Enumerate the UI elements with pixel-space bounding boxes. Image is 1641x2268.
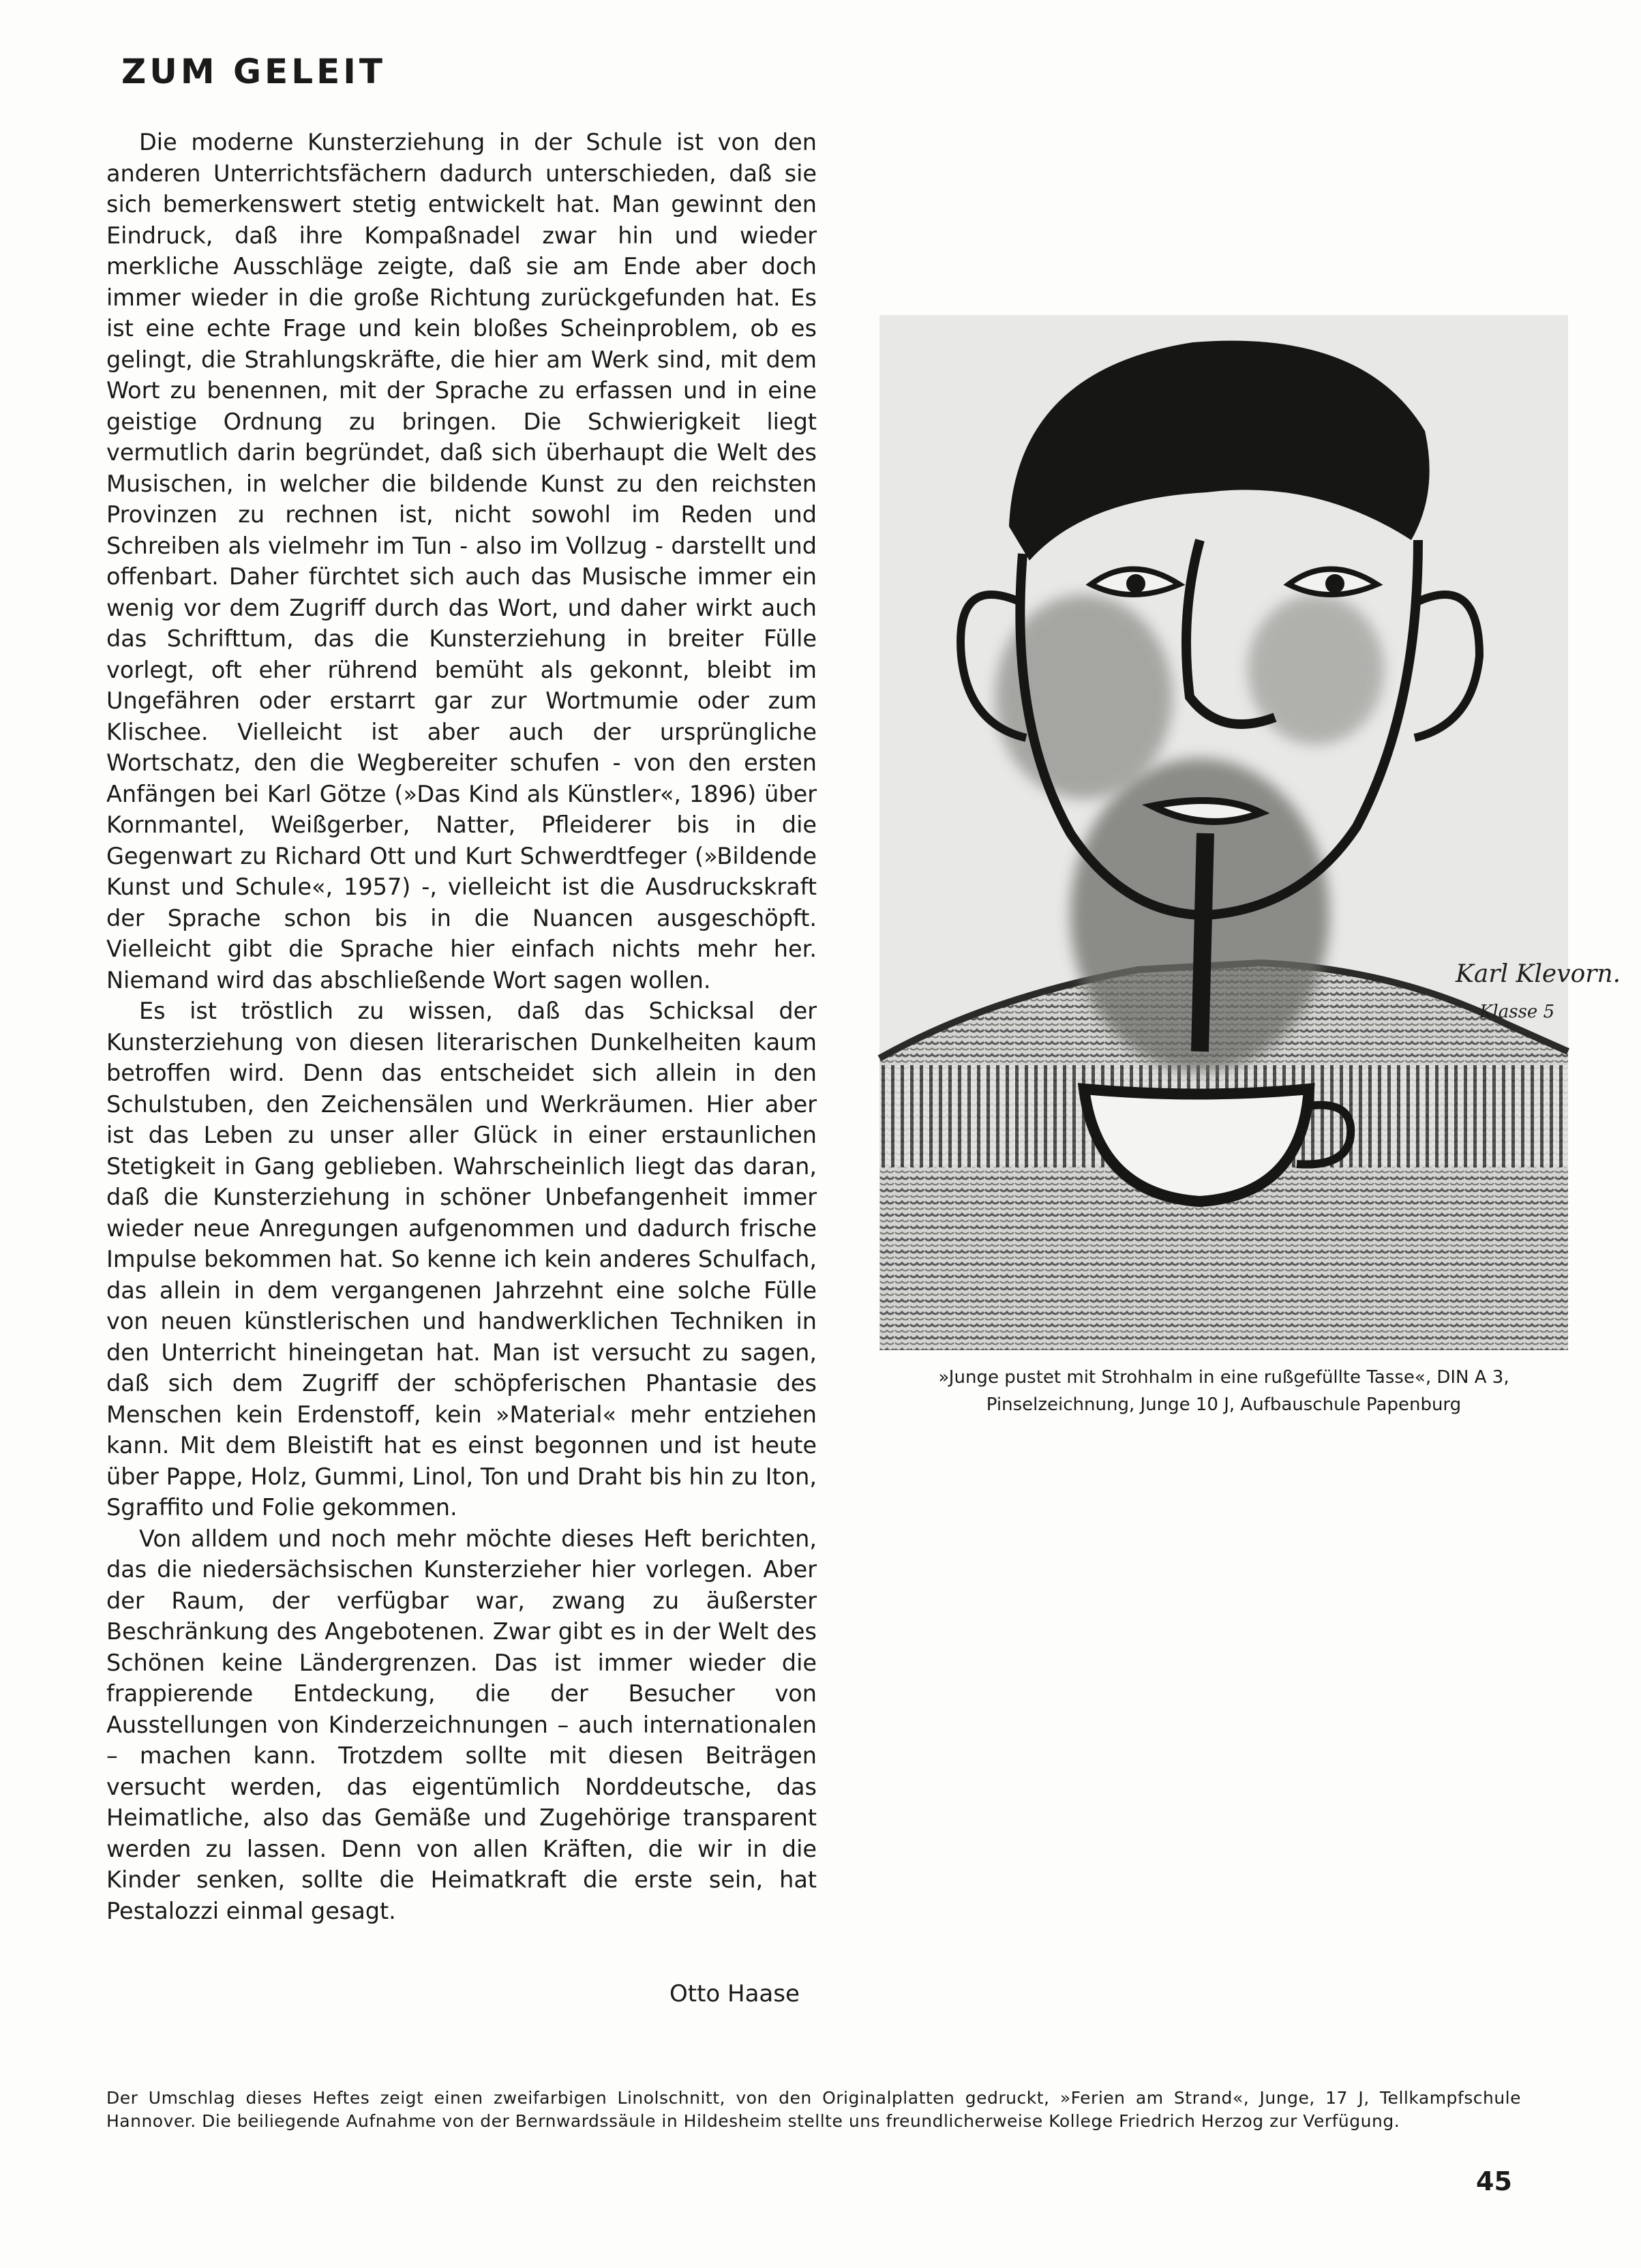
article-body (106, 127, 817, 1926)
caption-line: Pinselzeichnung, Junge 10 J, Aufbauschule Papenburg (986, 1394, 1462, 1415)
article-paragraph: Von alldem und noch mehr möchte dieses Heft berichten, das die niedersächsischen Kunsterzieher hier vorlegen. Aber der Raum, der verfügbar war, zwang zu äußerster Beschränkung des Angebotenen. Zwar gibt es in der Welt des Schönen keine Ländergrenzen. Das ist immer wieder die frappierende Entdeckung, die der Besucher von Ausstellungen von Kinderzeichnungen – auch internationalen – machen kann. Trotzdem sollte mit diesen Beiträgen versucht werden, das eigentümlich Norddeutsche, das Heimatliche, also das Gemäße und Zugehörige transparent werden zu lassen. Denn von allen Kräften, die wir in die Kinder senken, sollte die Heimatkraft die erste sein, hat Pestalozzi einmal gesagt. (106, 1525, 817, 1924)
drawing-signature: Karl Klevorn. (1456, 960, 1621, 988)
page-number: 45 (1476, 2166, 1512, 2196)
drawing-class-label: Klasse 5 (1479, 1002, 1555, 1022)
article-heading: ZUM GELEIT (121, 52, 386, 91)
child-drawing-figure (879, 315, 1621, 1350)
caption-line: »Junge pustet mit Strohhalm in eine rußgefüllte Tasse«, DIN A 3, (938, 1367, 1509, 1388)
boy-portrait-drawing (879, 315, 1621, 1350)
article-paragraph: Die moderne Kunsterziehung in der Schule ist von den anderen Unterrichtsfächern dadurch unterschieden, daß sie sich bemerkenswert stetig entwickelt hat. Man gewinnt den Eindruck, daß ihre Kompaßnadel zwar hin und wieder merkliche Ausschläge zeigte, daß sie am Ende aber doch immer wieder in die große Richtung zurückgefunden hat. Es ist eine echte Frage und kein bloßes Scheinproblem, ob es gelingt, die Strahlungskräfte, die hier am Werk sind, mit dem Wort zu benennen, mit der Sprache zu erfassen und in eine geistige Ordnung zu bringen. Die Schwierigkeit liegt vermutlich darin begründet, daß sich überhaupt die Welt des Musischen, in welcher die bildende Kunst zu den reichsten Provinzen zu rechnen ist, nicht sowohl im Reden und Schreiben als vielmehr im Tun - also im Vollzug - darstellt und offenbart. Daher fürchtet sich auch das Musische immer ein wenig vor dem Zugriff durch das Wort, und daher wirkt auch das Schrifttum, das die Kunsterziehung in breiter Fülle vorlegt, oft eher rührend bemüht als gekonnt, bleibt im Ungefähren oder erstarrt gar zur Wortmumie oder zum Klischee. Vielleicht ist aber auch der ursprüngliche Wortschatz, den die Wegbereiter schufen - von den ersten Anfängen bei Karl Götze (»Das Kind als Künstler«, 1896) über Kornmantel, Weißgerber, Natter, Pfleiderer bis in die Gegenwart zu Richard Ott und Kurt Schwerdtfeger (»Bildende Kunst und Schule«, 1957) -, vielleicht ist die Ausdruckskraft der Sprache schon bis in die Nuancen ausgeschöpft. Vielleicht gibt die Sprache hier einfach nichts mehr her. Niemand wird das abschließende Wort sagen wollen. (106, 129, 817, 994)
article-paragraph: Es ist tröstlich zu wissen, daß das Schicksal der Kunsterziehung von diesen literarischen Dunkelheiten kaum betroffen wird. Denn das entscheidet sich allein in den Schulstuben, den Zeichensälen und Werkräumen. Hier aber ist das Leben zu unser aller Glück in einer erstaunlichen Stetigkeit in Gang geblieben. Wahrscheinlich liegt das daran, daß die Kunsterziehung in schöner Unbefangenheit immer wieder neue Anregungen aufgenommen und dadurch frische Impulse bekommen hat. So kenne ich kein anderes Schulfach, das allein in dem vergangenen Jahrzehnt eine solche Fülle von neuen künstlerischen und handwerklichen Techniken in den Unterricht hineingetan hat. Man ist versucht zu sagen, daß sich dem Zugriff der schöpferischen Phantasie des Menschen kein Erdenstoff, kein »Material« mehr entziehen kann. Mit dem Bleistift hat es einst begonnen und ist heute über Pappe, Holz, Gummi, Linol, Ton und Draht bis hin zu Iton, Sgraffito und Folie gekommen. (106, 998, 817, 1521)
figure-caption (879, 1364, 1568, 1418)
author-signature: Otto Haase (669, 1980, 800, 2008)
cover-footnote: Der Umschlag dieses Heftes zeigt einen zweifarbigen Linolschnitt, von den Originalplatten gedruckt, »Ferien am Strand«, Junge, 17 J, Tellkampfschule Hannover. Die beiliegende Aufnahme von der Bernwardssäule in Hildesheim stellte uns freundlicherweise Kollege Friedrich Herzog zur Verfügung. (106, 2088, 1521, 2131)
